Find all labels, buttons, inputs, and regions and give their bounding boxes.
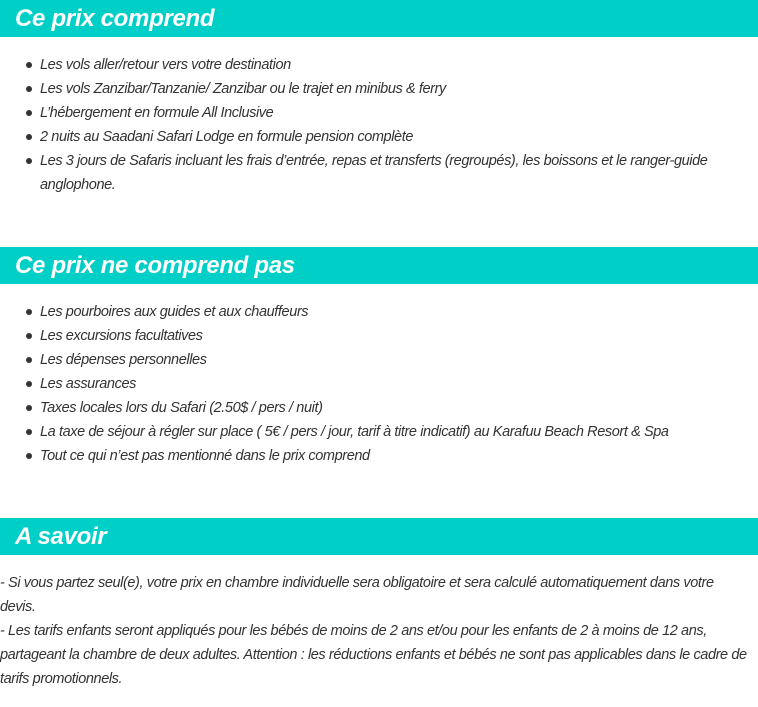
list-item: Tout ce qui n’est pas mentionné dans le prix comprend bbox=[0, 444, 740, 468]
section-title-good-to-know: A savoir bbox=[15, 523, 107, 550]
list-item: Les 3 jours de Safaris incluant les frais d’entrée, repas et transferts (regroupés), les boissons et le ranger-guide anglophone. bbox=[0, 149, 740, 197]
list-item: Les excursions facultatives bbox=[0, 324, 740, 348]
section-header-not-included bbox=[0, 247, 758, 284]
list-item: Les dépenses personnelles bbox=[0, 348, 740, 372]
not-included-list bbox=[0, 300, 740, 468]
list-item: Les assurances bbox=[0, 372, 740, 396]
note-children-rates: - Les tarifs enfants seront appliqués pour les bébés de moins de 2 ans et/ou pour les enfants de 2 à moins de 12 ans, partageant la chambre de deux adultes. Attention : les réductions enfants et bébés ne sont pas applicables dans le cadre de tarifs promotionnels. bbox=[0, 623, 747, 687]
list-item: Les vols aller/retour vers votre destination bbox=[0, 53, 740, 77]
section-title-included: Ce prix comprend bbox=[15, 5, 215, 32]
list-item: Les vols Zanzibar/Tanzanie/ Zanzibar ou le trajet en minibus & ferry bbox=[0, 77, 740, 101]
included-list bbox=[0, 53, 740, 197]
list-item: La taxe de séjour à régler sur place ( 5€ / pers / jour, tarif à titre indicatif) au Karafuu Beach Resort & Spa bbox=[0, 420, 740, 444]
good-to-know-text bbox=[0, 571, 752, 691]
list-item: 2 nuits au Saadani Safari Lodge en formule pension complète bbox=[0, 125, 740, 149]
list-item: Les pourboires aux guides et aux chauffeurs bbox=[0, 300, 740, 324]
list-item: L’hébergement en formule All Inclusive bbox=[0, 101, 740, 125]
list-item: Taxes locales lors du Safari (2.50$ / pers / nuit) bbox=[0, 396, 740, 420]
section-header-good-to-know bbox=[0, 518, 758, 555]
section-header-included bbox=[0, 0, 758, 37]
section-title-not-included: Ce prix ne comprend pas bbox=[15, 252, 295, 279]
note-single-room: - Si vous partez seul(e), votre prix en chambre individuelle sera obligatoire et sera calculé automatiquement dans votre devis. bbox=[0, 575, 714, 615]
